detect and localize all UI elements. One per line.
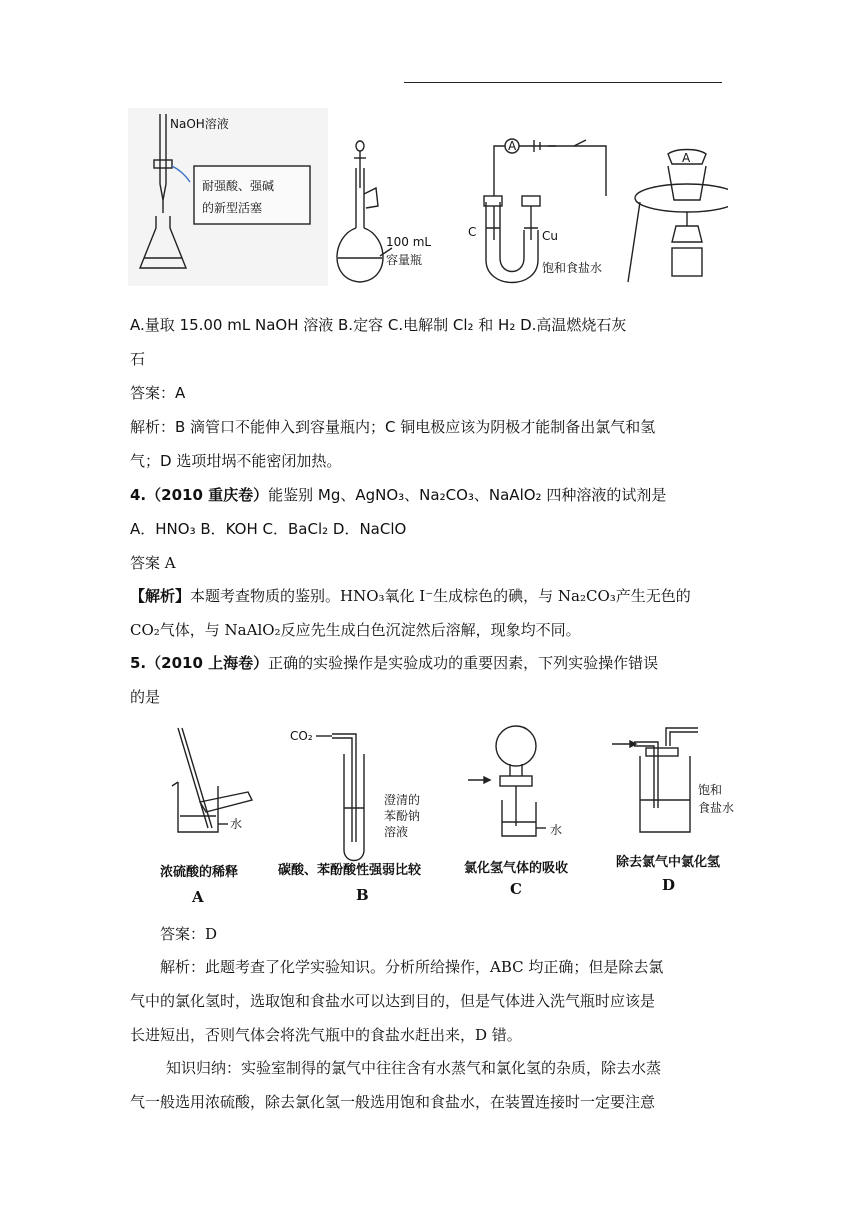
q5-answer: 答案：D [160,925,218,943]
crucible-apparatus [628,150,728,283]
q5-number: 5. [130,654,147,672]
figure-apparatus-row-2 [150,724,750,908]
q3-options: A.量取 15.00 mL NaOH 溶液 B.定容 C.电解制 Cl₂ 和 H₂ D.高温燃烧石灰 [130,316,627,334]
svg-text:水: 水 [550,823,563,837]
q4-answer: 答案 A [130,554,176,572]
letter-a: A [192,888,204,906]
svg-text:Cu: Cu [542,229,558,243]
q5-stem-text: 正确的实验操作是实验成功的重要因素，下列实验操作错误 [268,654,659,672]
svg-text:100 mL: 100 mL [386,235,432,249]
q3-answer: 答案：A [130,384,186,402]
svg-text:NaOH溶液: NaOH溶液 [170,117,229,131]
q4-analysis-text: 本题考查物质的鉴别。HNO₃氧化 I⁻生成棕色的碘，与 Na₂CO₃产生无色的 [190,587,691,605]
q5-stem-line2: 的是 [130,688,161,706]
svg-text:水: 水 [230,817,243,831]
svg-text:澄清的: 澄清的 [384,793,421,807]
header-rule [404,82,722,83]
summary-line1: 知识归纳：实验室制得的氯气中往往含有水蒸气和氯化氢的杂质，除去水蒸 [166,1059,662,1077]
q4-number: 4. [130,486,147,504]
dilution-apparatus [160,728,252,906]
caption-a: 浓硫酸的稀释 [160,865,239,880]
caption-d: 除去氯气中氯化氢 [616,855,721,870]
q5-analysis-line3: 长进短出，否则气体会将洗气瓶中的食盐水赶出来，D 错。 [130,1026,522,1044]
figure-apparatus-row-1 [128,108,728,290]
svg-text:的新型活塞: 的新型活塞 [202,201,263,215]
q3-options-cont: 石 [130,350,146,368]
svg-text:A: A [508,139,517,153]
letter-d: D [662,876,676,894]
q3-analysis-line2: 气；D 选项坩埚不能密闭加热。 [130,452,342,470]
q4-analysis-tag: 【解析】 [130,587,191,605]
phenolate-apparatus [278,729,422,904]
q3-analysis-line1: 解析：B 滴管口不能伸入到容量瓶内；C 铜电极应该为阴极才能制备出氯气和氢 [130,418,656,436]
q5-analysis-line2: 气中的氯化氢时，选取饱和食盐水可以达到目的，但是气体进入洗气瓶时应该是 [130,992,656,1010]
caption-b: 碳酸、苯酚酸性强弱比较 [278,863,422,878]
letter-b: B [356,886,369,904]
volumetric-flask-apparatus [337,141,431,282]
svg-text:食盐水: 食盐水 [698,801,735,815]
burette-apparatus [128,108,328,286]
svg-text:溶液: 溶液 [384,825,409,839]
svg-text:饱和: 饱和 [698,783,723,797]
svg-text:CO₂: CO₂ [290,729,313,743]
q4-options: A．HNO₃ B．KOH C．BaCl₂ D．NaClO [130,520,407,538]
svg-text:C: C [468,225,477,239]
svg-text:A: A [682,151,691,165]
svg-text:耐强酸、强碱: 耐强酸、强碱 [202,179,275,193]
svg-text:容量瓶: 容量瓶 [386,253,423,267]
q4-analysis-line1 [130,586,691,606]
gas-washing-apparatus [612,728,734,894]
q5-analysis-line1: 解析：此题考查了化学实验知识。分析所给操作，ABC 均正确；但是除去氯 [160,958,664,976]
q4-analysis-line2: CO₂气体，与 NaAlO₂反应先生成白色沉淀然后溶解，现象均不同。 [130,621,581,639]
electrolysis-apparatus [468,139,606,283]
letter-c: C [510,880,522,898]
q5-source: （2010 上海卷） [146,654,269,672]
q4-stem [130,485,666,505]
svg-text:饱和食盐水: 饱和食盐水 [542,261,603,275]
svg-text:苯酚钠: 苯酚钠 [384,809,421,823]
q4-stem-text: 能鉴别 Mg、AgNO₃、Na₂CO₃、NaAlO₂ 四种溶液的试剂是 [268,486,667,504]
q4-source: （2010 重庆卷） [146,486,269,504]
q5-stem-line1 [130,653,658,673]
summary-line2: 气一般选用浓硫酸，除去氯化氢一般选用饱和食盐水，在装置连接时一定要注意 [130,1093,656,1111]
caption-c: 氯化氢气体的吸收 [464,861,569,876]
hcl-absorption-apparatus [464,726,569,898]
